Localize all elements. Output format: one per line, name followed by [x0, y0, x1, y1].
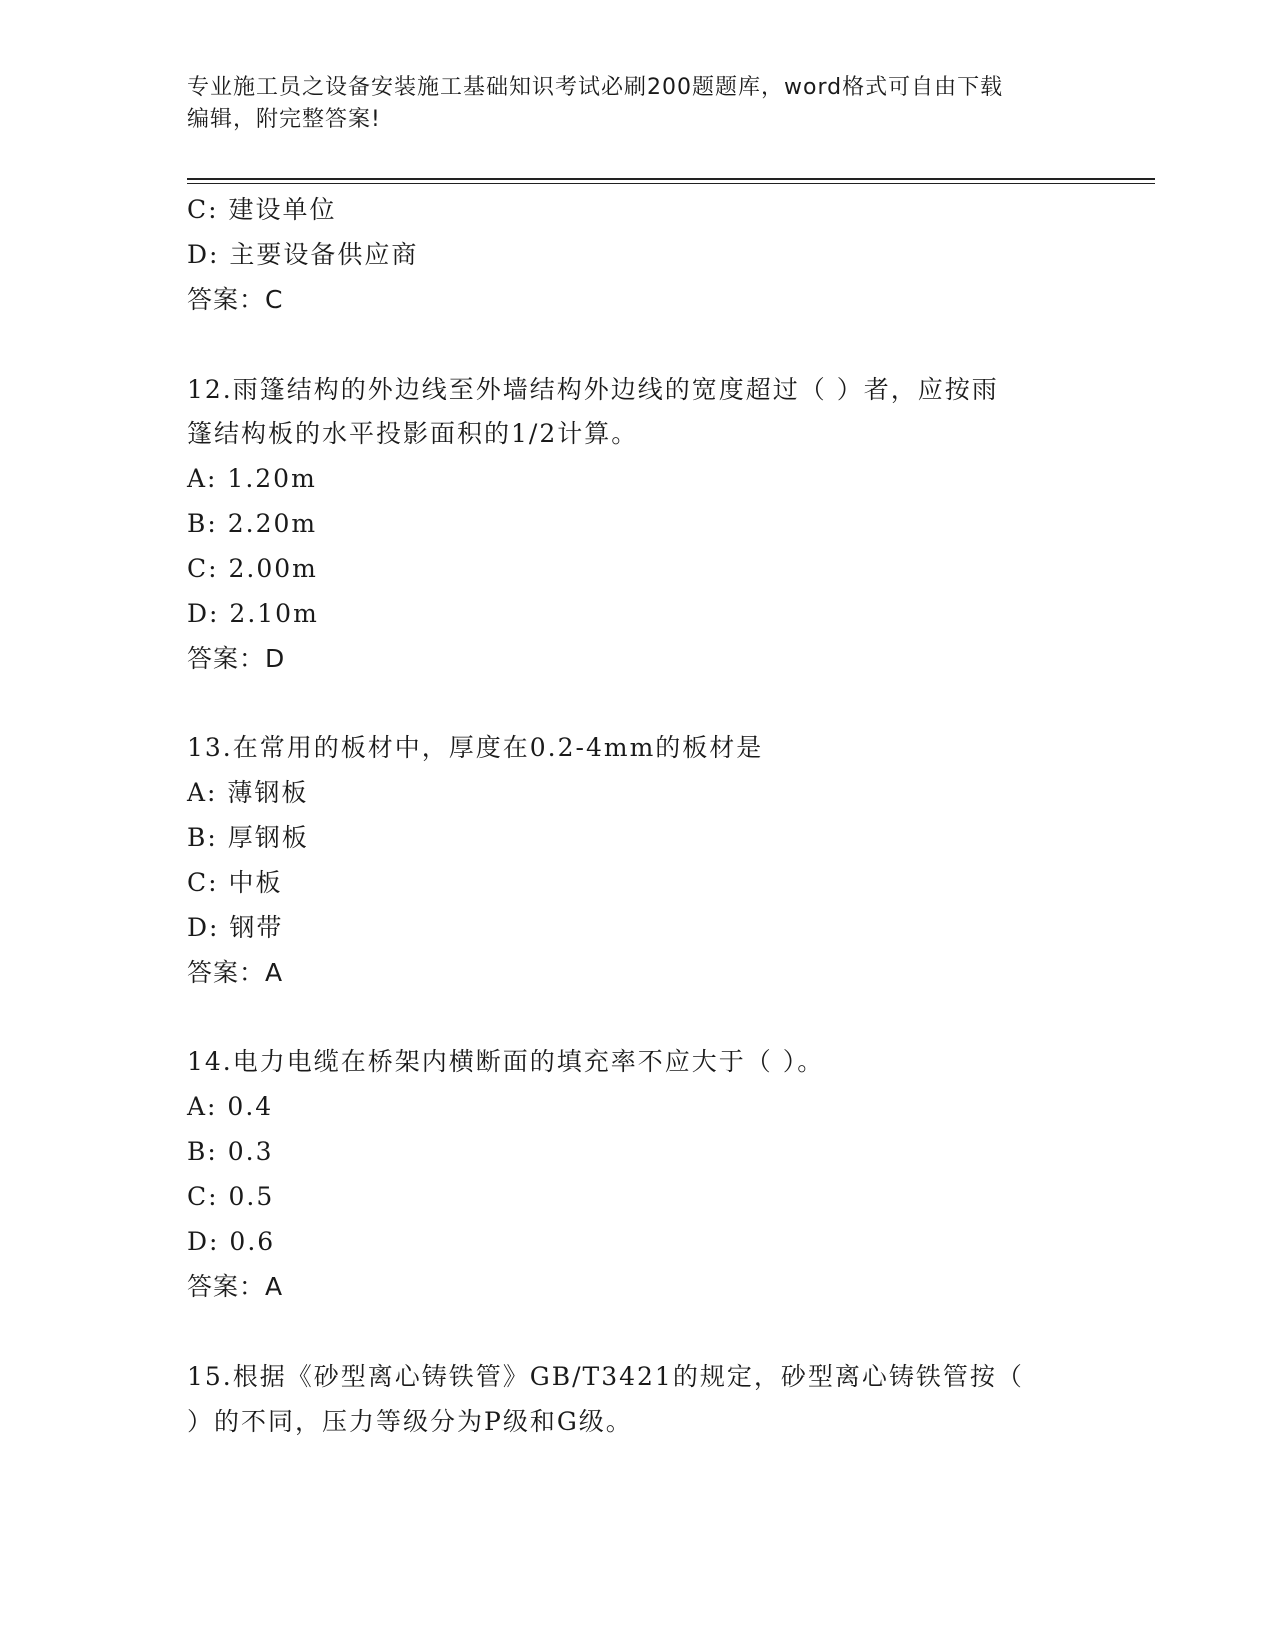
q11-answer: 答案：C	[187, 285, 284, 314]
q12-stem-line-2: 篷结构板的水平投影面积的1/2计算。	[187, 419, 639, 448]
q13-option-a: A: 薄钢板	[187, 778, 309, 807]
q12-stem-line-1: 12.雨篷结构的外边线至外墙结构外边线的宽度超过（ ）者，应按雨	[187, 375, 999, 404]
q14-option-c: C: 0.5	[187, 1182, 275, 1211]
q14-answer: 答案：A	[187, 1272, 284, 1301]
q12-option-c: C: 2.00m	[187, 554, 318, 583]
q15-stem-line-1: 15.根据《砂型离心铸铁管》GB/T3421的规定，砂型离心铸铁管按（	[187, 1362, 1024, 1391]
header-rule-thick	[187, 178, 1155, 180]
q14-option-a: A: 0.4	[187, 1092, 274, 1121]
q12-option-b: B: 2.20m	[187, 509, 318, 538]
q14-option-b: B: 0.3	[187, 1137, 274, 1166]
q12-option-a: A: 1.20m	[187, 464, 317, 493]
q13-option-b: B: 厚钢板	[187, 823, 309, 852]
header-rule-thin	[187, 183, 1155, 184]
q15-stem-line-2: ）的不同，压力等级分为P级和G级。	[187, 1407, 633, 1436]
header-line-1: 专业施工员之设备安装施工基础知识考试必刷200题题库，word格式可自由下载	[187, 75, 1004, 100]
q12-option-d: D: 2.10m	[187, 599, 319, 628]
q13-option-d: D: 钢带	[187, 913, 284, 942]
q11-option-c: C: 建设单位	[187, 195, 337, 224]
q13-stem-line-1: 13.在常用的板材中，厚度在0.2-4mm的板材是	[187, 733, 764, 762]
q13-answer: 答案：A	[187, 958, 284, 987]
q12-answer: 答案：D	[187, 644, 286, 673]
header-line-2: 编辑，附完整答案!	[187, 107, 381, 132]
q14-stem-line-1: 14.电力电缆在桥架内横断面的填充率不应大于（ ）。	[187, 1047, 825, 1076]
document-header	[187, 72, 1087, 136]
q14-option-d: D: 0.6	[187, 1227, 276, 1256]
q11-option-d: D: 主要设备供应商	[187, 240, 419, 269]
q13-option-c: C: 中板	[187, 868, 283, 897]
